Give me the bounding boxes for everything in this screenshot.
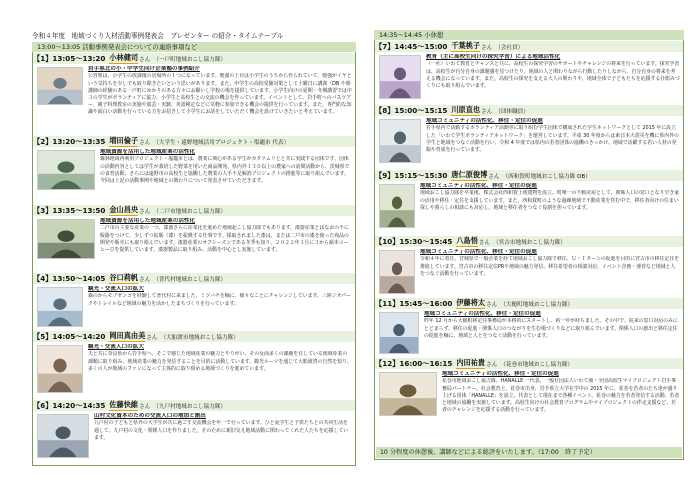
presenter-affiliation: （宮古市地域おこし協力隊） (493, 239, 566, 246)
presenter-honorific: さん (139, 276, 151, 283)
slot-number-time: 【3】13:35～13:50 (33, 205, 106, 215)
presenter-honorific: さん (488, 173, 500, 180)
activity-theme: 山村文化資本のための交流人口の増加と創出 (94, 413, 206, 419)
presenter-name: 岡田真由美 (109, 331, 146, 340)
presenter-honorific: さん (139, 208, 151, 215)
presenter-header (375, 170, 683, 181)
presenter-text (442, 371, 680, 441)
presenter-honorific: さん (139, 56, 151, 63)
presenter-text (420, 183, 680, 232)
presenter-body (375, 309, 683, 357)
presenter-photo (37, 67, 83, 105)
presenter-affiliation: （大槌町地域おこし協力隊） (500, 301, 574, 308)
presenter-header (33, 205, 355, 216)
presenter-name: 川原直也 (451, 105, 481, 114)
presenter-affiliation: （会社員） (495, 44, 524, 51)
presenter-honorific: さん (486, 361, 498, 368)
slot-number-time: 【7】14:45～15:00 (375, 41, 448, 51)
presenter-body (375, 52, 683, 104)
presenter-name: 増田倫子 (109, 136, 139, 145)
closing-remarks-bar: 10 分程度の休憩後、講師などによる総評をいたします。（17:00 終了予定） (376, 447, 682, 458)
presenter-body (375, 247, 683, 297)
presenter-header (375, 358, 683, 369)
activity-description: 夫と共に奈良県から岩手県へ。そこで感じた地域産業の魅力とやりがい、その反面多くの課題を有している地域産業の課題に取り組み、地域産業の魅力を発信することを目的に活動しています。観光ルーツを通じて大船渡湾の自然を知り、多くの人が地域のファンになって主体的に取り組める地域づくりを進めています。 (88, 351, 352, 372)
presenter-text (420, 249, 680, 294)
presenter-affiliation: （花巻市地域おこし協力隊） (500, 361, 574, 368)
slot-number-time: 【1】13:05～13:20 (33, 53, 106, 63)
presenter-affiliation: （大船渡市地域おこし協力隊） (160, 334, 239, 341)
page-title: 令和４年度 地域づくり人材活動事例発表会 プレゼンター の紹介・タイムテーブル (32, 32, 284, 40)
activity-theme: 地域コミュニティの活性化、移住・定住の促進 (420, 183, 537, 189)
presenter-header (33, 53, 355, 64)
right-column-header: 14:35～14:45 小休憩 (374, 30, 684, 40)
presenter-affiliation: （一戸町地域おこし協力隊） (153, 56, 227, 63)
presenter-header (33, 273, 355, 284)
activity-description: 二戸市の主要な産業の一つ、漆器さらに産業化を進めた地域起こし協力隊でもあります。漆器産業とはなおの不に販路をつけて、少しずつ拡販（漆）を振興する仕事です。採取されました漆は、または二戸市の漆を使った商品の開発や販売にも取り組んでいます。漆器産業のオフシーズンである冬季も知り、２０２２年３月に３から顔本コーヒー豆を提供しています。漆器製品に取り組み、活動を中心とし実施しています。 (100, 225, 349, 253)
activity-description: 若手県内で活動するボランティア活動等に取り組む学生団体で構成された学生ネットワークとして 2015 年に設立した「いわて学生ボランティアネットワーク」を運営しています。平成 30 年度からは東日本大震災を機に県内外の学生と地域をつなぐ活動を行い、令和 4 年度では県内の若者団体の協働のきっかけ、地域で活躍する若い人材の発掘や育成を行っています。 (426, 125, 679, 153)
presenter-photo (37, 287, 83, 327)
slot-number-time: 【5】14:05～14:20 (33, 331, 106, 341)
slot-number-time: 【10】15:30～15:45 (375, 236, 453, 246)
presenter-text (88, 344, 352, 396)
presenter-body (33, 64, 355, 135)
presenter-text (94, 413, 352, 461)
presenter-body (33, 342, 355, 399)
presenter-affiliation: （大学生・遠野地域活用プロジェクト・塩竈市 代表） (153, 139, 290, 146)
presenter-card (33, 53, 355, 135)
presenter-text (426, 54, 680, 101)
presenter-name: 伊藤将太 (456, 298, 486, 307)
presenter-body (375, 181, 683, 235)
presenter-honorific: さん (146, 334, 158, 341)
activity-description: 森のからモブゼンゴを経験して普代村に来ました。ミツバチを軸に、様々なことにチャレンジしています。三陸ジオパークやトレイルなど地域の魅力を活かしたまちづくりを行っています。 (88, 293, 352, 307)
presenter-photo (379, 55, 421, 99)
activity-description: 花巻市地域おこし協力隊、HANALLE 一代表。一般社団法人いわて圏・全国高校生マイプロジェクト岩手事務局パートナー。社会教育士。花巻市出身、岩手県立大学在学中の 2015 年に、花巻を若者のたち達が盛り上げる団体「HANALLE」を設立。代表として現在まで各種イベント、花巻の魅力を若者発信する活動、若者と地域の協働を実施しています。高校生向けの社会教育プログラムやマイプロジェクトの伴走支援など、若者のチャレンジを応援する活動を行っています。 (442, 378, 680, 413)
presenter-body (33, 411, 355, 464)
presenter-name: 内田祐貴 (456, 358, 486, 367)
slot-number-time: 【6】14:20～14:35 (33, 400, 106, 410)
presenter-affiliation: （西和賀町地域おこし協力隊 OB） (502, 173, 591, 180)
presenter-photo (37, 150, 95, 190)
presenter-header (33, 400, 355, 411)
presenter-text (100, 149, 352, 200)
presenter-body (375, 116, 683, 169)
activity-theme: 地域コミュニティの活性化、移住・定住の促進 (424, 311, 541, 317)
presenter-name: 金山昌央 (109, 205, 139, 214)
activity-theme: 教育（主に高校生向けの探究学習）による地域活性化 (426, 54, 561, 60)
slot-number-time: 【8】15:00～15:15 (375, 105, 448, 115)
presenter-card (375, 298, 683, 357)
slot-number-time: 【9】15:15～15:30 (375, 170, 448, 180)
presenter-body (33, 284, 355, 330)
activity-theme: 地域コミュニティの活性化、移住・定住の促進 (420, 249, 537, 255)
activity-theme: 観光・交流人口の拡大 (88, 286, 144, 292)
presenter-header (33, 136, 355, 147)
presenter-header (33, 331, 355, 342)
presenter-affiliation: （二戸市地域おこし協力隊） (153, 208, 227, 215)
presenter-honorific: さん (481, 108, 493, 115)
left-column-header: 13:00～13:05 活動事例発表会についての連絡事項など (32, 42, 356, 52)
presenter-photo (37, 414, 89, 458)
presenter-card (33, 205, 355, 271)
presenter-text (426, 118, 680, 166)
presenter-affiliation: （団体職員） (495, 108, 529, 115)
presenter-photo (379, 184, 415, 228)
activity-description: 九戸村の子どもと県外の大学生が共に過ごす交流機会を年一で行っています。ひと夏学生と子供たちとの共同生活を通して、九戸村の文化・関係人口を作りました。そのために新旧交え地域活動に関わってくれた人たちを応援しています。 (94, 420, 349, 441)
presenter-affiliation: （普代村地域おこし協力隊） (153, 276, 227, 283)
presenter-header (375, 105, 683, 116)
activity-theme: 岩手県北の小・中学生向け企業塾の事例紹介 (88, 66, 200, 72)
presenter-card (33, 273, 355, 330)
presenter-header (375, 41, 683, 52)
presenter-header (375, 236, 683, 247)
activity-theme: 観光・交流人口の拡大 (88, 344, 144, 350)
presenter-card (33, 331, 355, 399)
presenter-body (33, 147, 355, 203)
presenter-honorific: さん (486, 301, 498, 308)
activity-description: 森林地域再利用プロジェクト・塩竈市とは、農業に関心がある学生がカタツムリとと共に実践する団体です。団体の活動内容としては学生が栽培した野菜を用いた商品開発、県内外１３０以上の農家への訪問活動から、茨城県での食育活動、さらには遠野市の高校生と協働した農業の人手不足解消プロジェクトの推進等に取り組んでいます。今回は上記の活動事例や地域との関わりについて発表させていただきます。 (100, 156, 350, 184)
activity-description: 公営塾は、小学生の放課後の居場所の１つになっています。勉強の土台は小学生のうちから作られていて、勉強がイヤという気持ちを少しでも取り除きたいという思いがあります。また、中学生の高校受験対策として土曜日に講義（DB や塾講師の経験のある一戸町にゆかりのある方々にお願いし学校の場を提供しています。小学生向けの夏期・冬期講習では中３の学生がボランティアに協力、小学生と高校生との交流の機会を作っています。イベントとして、岩手町へのバスツアー、親子料理教室の実施や演芸・実験、英語検定などに気軽に参加できる機会の提供を行っています。また、専門的な知識や面白い活動を行っている方をお招きして小学生にお話をしていただく機会を設けていきたいと考えています。 (88, 73, 352, 115)
activity-description: 昨年 12 月から大槌町移定住事務局が本格的にスタートし、約一年が経ちました。その中で、従来の窓口対応のみにとどまらず、移住の促進・関係人口のつながりを生む場づくりなどに取り組んでいます。関係人口の創出と移住定住の促進を軸に、地域と人とをつなぐ活動を行っています。 (424, 318, 678, 339)
presenter-card (33, 136, 355, 203)
presenter-card (375, 41, 683, 104)
slot-number-time: 【11】15:45～16:00 (375, 298, 453, 308)
presenter-honorific: さん (478, 239, 491, 246)
presenter-body (33, 216, 355, 271)
presenter-photo (379, 372, 437, 416)
presenter-name: 谷口莉帆 (109, 273, 139, 282)
presenter-honorific: さん (139, 139, 151, 146)
presenter-text (100, 218, 352, 268)
presenter-photo (379, 250, 415, 294)
presenter-body (375, 369, 683, 444)
activity-theme: 地域資源を活用した地域産業の活性化 (100, 218, 196, 224)
presenter-photo (37, 219, 95, 259)
presenter-photo (37, 345, 83, 393)
presenter-honorific: さん (481, 44, 493, 51)
activity-theme: 地域コミュニティの活性化、移住・定住の促進 (442, 371, 559, 377)
presenter-photo (379, 119, 421, 163)
presenter-card (375, 105, 683, 169)
presenter-text (88, 66, 352, 132)
presenter-card (33, 400, 355, 464)
presenter-card (375, 358, 683, 444)
activity-theme: 地域資源を活用した地域産業の活性化 (100, 149, 196, 155)
presenter-header (375, 298, 683, 309)
activity-theme: 地域コミュニティの活性化、移住・定住の促進 (426, 118, 543, 124)
presenter-name: 唐仁原俊博 (451, 170, 488, 179)
presenter-name: 佐藤快維 (109, 400, 139, 409)
slot-number-time: 【4】13:50～14:05 (33, 273, 106, 283)
presenter-name: 小林健司 (109, 53, 139, 62)
presenter-affiliation: （九戸村地域おこし協力隊） (153, 403, 227, 410)
presenter-text (88, 286, 352, 327)
activity-description: （一社）いわて教育とチャンスと共に、高校生の探究学習のサポートやチャレンジの将来を行っています。探究学習は、高校生が自分自身の課題感を見つけたり、地域の人と関わりながら行動したりしながら、自分自身の将来を考える機会になっています。また、高校生の探究を支える大人の関わりや、地域全体で子どもたちを応援する仕組みづくりにも取り組んでいます。 (426, 61, 680, 89)
presenter-photo (379, 312, 419, 354)
activity-description: 地域おこし協力隊を卒業後、株式会社西和賀土地建物を設立。町唯一の不動産屋として、関係人口の窓口となり空き家の活用や移住・定住を支援しています。また、西和賀町のような過疎地域で不動産業を営む中で、移住者向けの住まい探しや暮らしの相談にも対応し、地域と移住者をつなぐ役割を担っています。 (420, 190, 680, 211)
slot-number-time: 【2】13:20～13:35 (33, 136, 106, 146)
presenter-text (424, 311, 680, 354)
activity-description: 令和４年に着任、宮城県で一般企業を経て地域おこし協力隊で移住、Ｕ・Ｉターンの促進を目的に宮古市の移住定住を推進しています。宮古市の移住定住PRや地域の魅力発信、移住希望者の相談対応、イベント企画・運営など地域と人をつなぐ活動を行っています。 (420, 256, 680, 277)
presenter-card (375, 170, 683, 235)
slot-number-time: 【12】16:00～16:15 (375, 358, 453, 368)
presenter-card (375, 236, 683, 297)
presenter-honorific: さん (139, 403, 151, 410)
presenter-name: 八島悟 (456, 236, 478, 245)
presenter-name: 千葉桃子 (451, 41, 481, 50)
